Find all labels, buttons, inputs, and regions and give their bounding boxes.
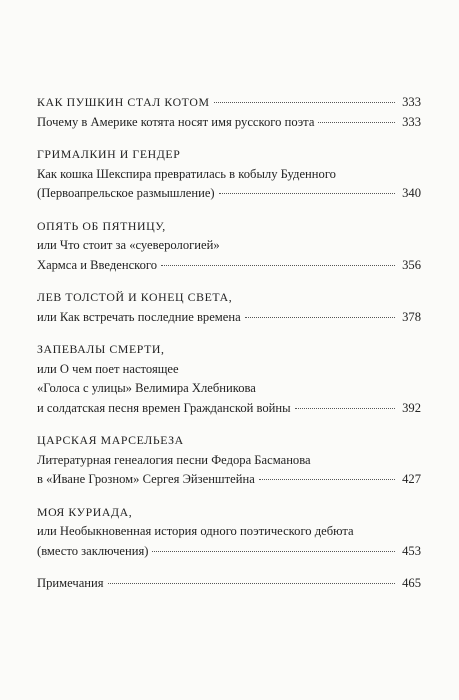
toc-entry-subtitle: Литературная генеалогия песни Федора Басманова bbox=[37, 452, 311, 467]
toc-entry-subtitle-line bbox=[37, 360, 421, 380]
toc-entry-title-line bbox=[37, 574, 421, 594]
toc-entry-title: Примечания bbox=[37, 576, 104, 590]
toc-entry-subtitle: Почему в Америке котята носят имя русского поэта bbox=[37, 114, 315, 129]
dot-leader bbox=[161, 265, 395, 266]
dot-leader bbox=[259, 479, 395, 480]
toc-entry-subtitle: или Необыкновенная история одного поэтического дебюта bbox=[37, 524, 354, 538]
toc-entry-title: МОЯ КУРИАДА, bbox=[37, 504, 133, 519]
toc-entry-title: ЗАПЕВАЛЫ СМЕРТИ, bbox=[37, 342, 165, 356]
toc-entry-title-line bbox=[37, 340, 421, 360]
toc-entry bbox=[37, 145, 421, 204]
toc-entry-subtitle: «Голоса с улицы» Велимира Хлебникова bbox=[37, 381, 256, 395]
dot-leader bbox=[214, 102, 395, 103]
page-number: 340 bbox=[402, 186, 421, 200]
toc-entry-title: ОПЯТЬ ОБ ПЯТНИЦУ, bbox=[37, 218, 166, 233]
toc-entry-subtitle-line bbox=[37, 522, 421, 542]
toc-entry-subtitle: Как кошка Шекспира превратилась в кобылу Буденного bbox=[37, 166, 336, 181]
dot-leader bbox=[152, 551, 395, 552]
dot-leader bbox=[295, 408, 395, 409]
toc-entry-subtitle-line bbox=[37, 451, 421, 471]
toc-entry bbox=[37, 217, 421, 276]
toc-entry-subtitle-line bbox=[37, 379, 421, 399]
toc-entry-title-line bbox=[37, 93, 421, 113]
toc-entry-subtitle-line bbox=[37, 542, 421, 562]
toc-entry-title: ГРИМАЛКИН И ГЕНДЕР bbox=[37, 147, 181, 161]
toc-entry-subtitle-line bbox=[37, 236, 421, 256]
toc-entry bbox=[37, 503, 421, 562]
toc-entry-subtitle: Хармса и Введенского bbox=[37, 257, 158, 272]
page-number: 453 bbox=[402, 543, 421, 558]
page-number: 333 bbox=[402, 95, 421, 109]
toc-entry-subtitle-line bbox=[37, 308, 421, 328]
toc-entry bbox=[37, 431, 421, 490]
toc-entry-subtitle-line bbox=[37, 113, 421, 133]
toc-entry bbox=[37, 340, 421, 418]
page-number: 356 bbox=[402, 257, 421, 272]
toc-entry-subtitle: или Что стоит за «суеверологией» bbox=[37, 238, 220, 252]
toc-entry-title: ЛЕВ ТОЛСТОЙ И КОНЕЦ СВЕТА, bbox=[37, 290, 233, 304]
toc-entry-subtitle: (Первоапрельское размышление) bbox=[37, 186, 215, 200]
dot-leader bbox=[108, 583, 395, 584]
table-of-contents bbox=[37, 93, 421, 607]
page-number: 392 bbox=[402, 400, 421, 415]
toc-entry-subtitle: или Как встречать последние времена bbox=[37, 309, 241, 324]
dot-leader bbox=[219, 193, 395, 194]
page-number: 465 bbox=[402, 576, 421, 590]
toc-entry-subtitle: или О чем поет настоящее bbox=[37, 361, 179, 376]
toc-entry-title-line bbox=[37, 503, 421, 523]
toc-entry-subtitle: и солдатская песня времен Гражданской войны bbox=[37, 400, 291, 415]
dot-leader bbox=[318, 122, 395, 123]
toc-entry-title-line bbox=[37, 145, 421, 165]
toc-entry-title-line bbox=[37, 431, 421, 451]
toc-entry-title-line bbox=[37, 217, 421, 237]
toc-entry-subtitle-line bbox=[37, 470, 421, 490]
toc-entry-subtitle: (вместо заключения) bbox=[37, 543, 149, 558]
toc-entry-title: ЦАРСКАЯ МАРСЕЛЬЕЗА bbox=[37, 433, 184, 447]
toc-entry-subtitle: в «Иване Грозном» Сергея Эйзенштейна bbox=[37, 472, 255, 486]
toc-entry-title: КАК ПУШКИН СТАЛ КОТОМ bbox=[37, 95, 210, 109]
toc-entry-title-line bbox=[37, 288, 421, 308]
page-number: 333 bbox=[402, 114, 421, 129]
toc-entry bbox=[37, 288, 421, 327]
page-number: 378 bbox=[402, 309, 421, 324]
toc-entry bbox=[37, 574, 421, 594]
toc-entry-subtitle-line bbox=[37, 165, 421, 185]
dot-leader bbox=[245, 317, 395, 318]
toc-entry bbox=[37, 93, 421, 132]
page-number: 427 bbox=[402, 472, 421, 486]
toc-entry-subtitle-line bbox=[37, 256, 421, 276]
toc-entry-subtitle-line bbox=[37, 184, 421, 204]
toc-entry-subtitle-line bbox=[37, 399, 421, 419]
